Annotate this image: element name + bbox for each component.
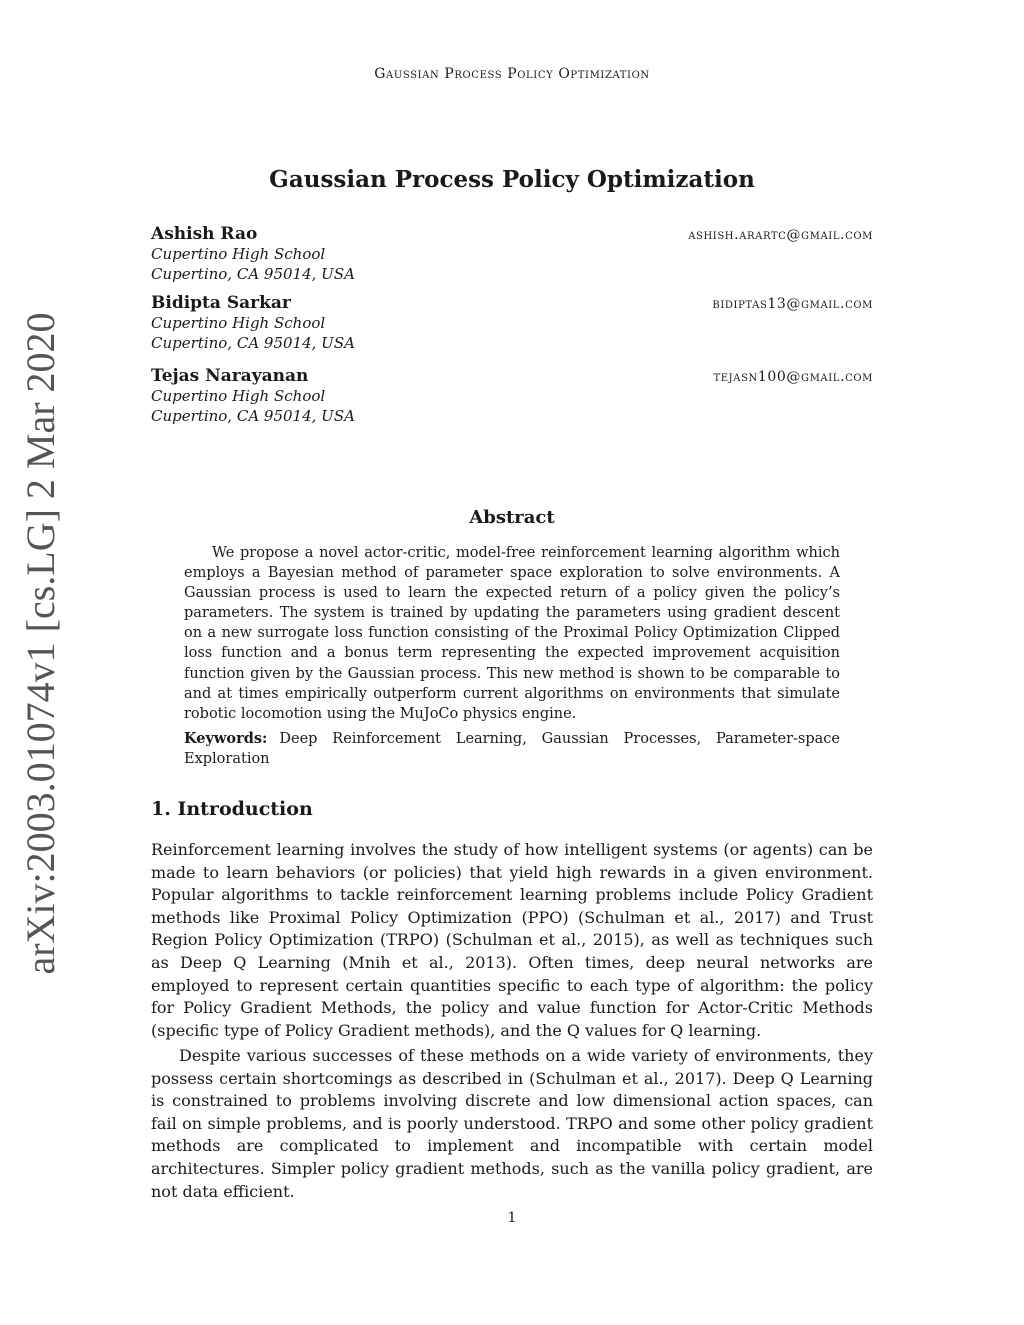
paragraph: Reinforcement learning involves the study of how intelligent systems (or agents) can be made to learn behaviors (or policies) that yield high rewards in a given environment. Popular algorithms to tackle reinforcement learning problems include Policy Gradient methods like Proximal Policy Optimization (PPO) (Schulman et al., 2017) and Trust Region Policy Optimization (TRPO) (Schulman et al., 2015), as well as techniques such as Deep Q Learning (Mnih et al., 2013). Often times, deep neural networks are employed to represent certain quantities specific to each type of algorithm: the policy for Policy Gradient Methods, the policy and value function for Actor-Critic Methods (specific type of Policy Gradient methods), and the Q values for Q learning. — [151, 840, 873, 1040]
arxiv-identifier: arXiv:2003.01074v1 [cs.LG] 2 Mar 2020 — [17, 312, 63, 975]
author-location: Cupertino, CA 95014, USA — [151, 265, 355, 283]
author-location: Cupertino, CA 95014, USA — [151, 407, 355, 425]
author-email: ashish.arartc@gmail.com — [688, 227, 873, 243]
keywords — [184, 729, 840, 769]
author-email: tejasn100@gmail.com — [713, 369, 873, 385]
author-affiliation: Cupertino High School — [151, 387, 326, 405]
keywords-label: Keywords: — [184, 730, 268, 747]
running-head: Gaussian Process Policy Optimization — [374, 66, 650, 82]
author-block — [151, 224, 873, 284]
author-name: Tejas Narayanan — [151, 366, 309, 386]
abstract-heading: Abstract — [469, 507, 555, 528]
author-location: Cupertino, CA 95014, USA — [151, 334, 355, 352]
page-number: 1 — [507, 1210, 517, 1226]
section-heading: 1. Introduction — [151, 798, 313, 820]
author-name: Ashish Rao — [151, 224, 258, 244]
author-block — [151, 293, 873, 353]
abstract-text: We propose a novel actor-critic, model-free reinforcement learning algorithm which employs a Bayesian method of parameter space exploration to solve environments. A Gaussian process is used to learn the expected return of a policy given the policy’s parameters. The system is trained by updating the parameters using gradient descent on a new surrogate loss function consisting of the Proximal Policy Optimization Clipped loss function and a bonus term representing the expected improvement acquisition function given by the Gaussian process. This new method is shown to be comparable to and at times empirically outperform current algorithms on environments that simulate robotic locomotion using the MuJoCo physics engine. — [184, 545, 840, 722]
author-block — [151, 366, 873, 426]
author-name: Bidipta Sarkar — [151, 293, 291, 313]
author-email: bidiptas13@gmail.com — [712, 296, 873, 312]
paper-title: Gaussian Process Policy Optimization — [269, 166, 755, 193]
paragraph: Despite various successes of these methods on a wide variety of environments, they possess certain shortcomings as described in (Schulman et al., 2017). Deep Q Learning is constrained to problems involving discrete and low dimensional action spaces, can fail on simple problems, and is poorly understood. TRPO and some other policy gradient methods are complicated to implement and incompatible with certain model architectures. Simpler policy gradient methods, such as the vanilla policy gradient, are not data efficient. — [151, 1046, 873, 1201]
author-affiliation: Cupertino High School — [151, 314, 326, 332]
author-affiliation: Cupertino High School — [151, 245, 326, 263]
keywords-list: Deep Reinforcement Learning, Gaussian Processes, Parameter-space Exploration — [184, 731, 840, 768]
